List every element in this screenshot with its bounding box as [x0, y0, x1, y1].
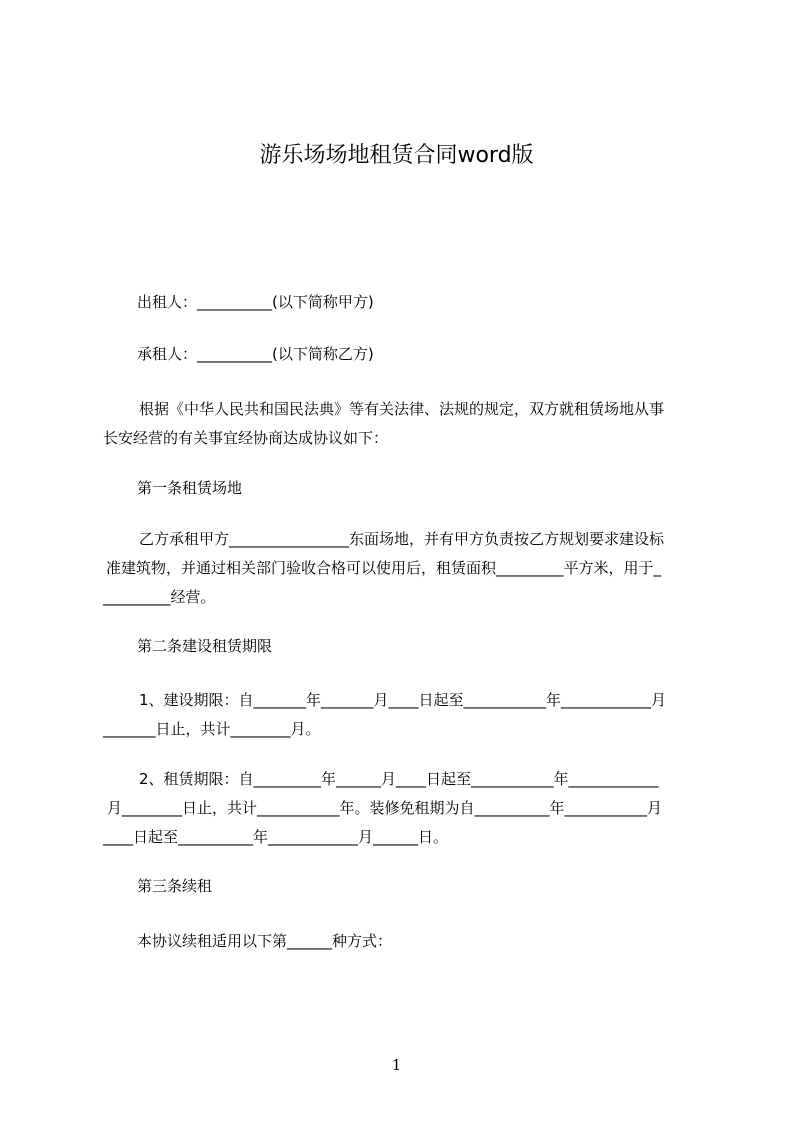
construction-period-line: 1、建设期限：自_______年_______月____日起至___________年____________月	[139, 691, 667, 709]
lease-period-paragraph	[103, 765, 703, 852]
construction-period-line: _______日止，共计________月。	[103, 720, 321, 738]
lessor-line: 出租人：__________(以下简称甲方)	[137, 293, 374, 311]
article-3-line: 本协议续租适用以下第______种方式：	[137, 932, 393, 950]
article-1-heading: 第一条租赁场地	[137, 479, 243, 497]
article-1-line: 准建筑物，并通过相关部门验收合格可以使用后，租赁面积_________平方米，用于_	[106, 559, 662, 577]
article-2-heading: 第二条建设租赁期限	[137, 637, 273, 655]
article-1-line: 乙方承租甲方________________东面场地，并有甲方负责按乙方规划要求建设标	[139, 530, 665, 548]
page-number: 1	[391, 1056, 402, 1074]
lease-period-line: 2、租赁期限：自_________年______月____日起至___________年____________	[139, 770, 659, 788]
preamble-paragraph	[103, 395, 703, 453]
document-title: 游乐场场地租赁合同word版	[259, 143, 534, 168]
preamble-line: 根据《中华人民共和国民法典》等有关法律、法规的规定，双方就租赁场地从事	[139, 400, 665, 418]
lease-period-line: ____日起至__________年____________月______日。	[103, 828, 449, 846]
construction-period-paragraph	[103, 686, 703, 744]
lessee-line: 承租人：__________(以下简称乙方)	[137, 345, 374, 363]
article-3-heading: 第三条续租	[137, 877, 213, 895]
preamble-line: 长安经营的有关事宜经协商达成协议如下：	[103, 429, 389, 447]
article-1-line: _________经营。	[103, 588, 216, 606]
article-1-paragraph	[103, 525, 703, 612]
lease-period-line: 月________日止，共计___________年。装修免租期为自__________年___________月	[107, 799, 663, 817]
